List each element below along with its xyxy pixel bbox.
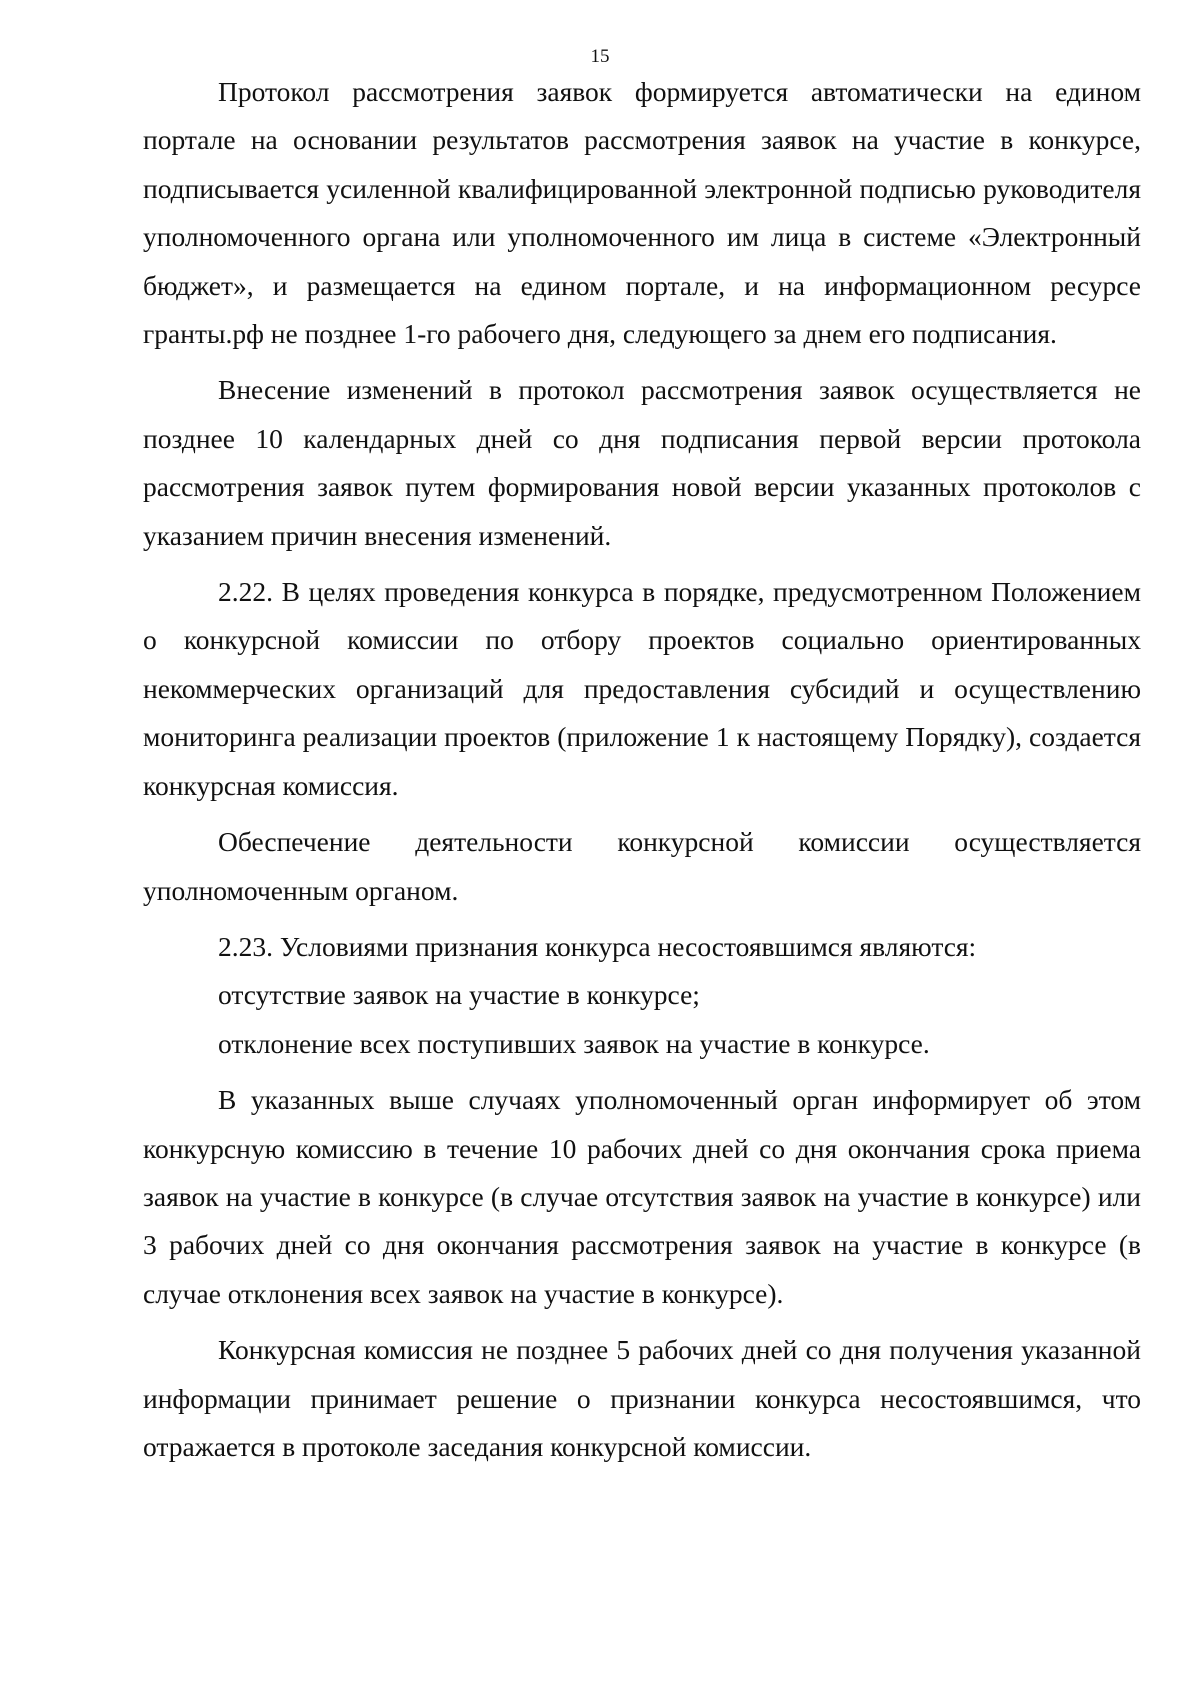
paragraph-notification: В указанных выше случаях уполномоченный орган информирует об этом конкурсную комиссию в течение 10 рабочих дней со дня окончания срока приема заявок на участие в конкурсе (в случае отсутствия заявок на участие в конкурсе) или 3 рабочих дней со дня окончания рассмотрения заявок на участие в конкурсе (в случае отклонения всех заявок на участие в конкурсе). <box>143 1084 1141 1309</box>
page-number: 15 <box>590 46 610 67</box>
document-body <box>143 68 1141 1471</box>
list-item-no-applications: отсутствие заявок на участие в конкурсе; <box>218 979 700 1011</box>
paragraph-commission-decision: Конкурсная комиссия не позднее 5 рабочих дней со дня получения указанной информации принимает решение о признании конкурса несостоявшимся, что отражается в протоколе заседания конкурсной комиссии. <box>143 1334 1141 1462</box>
paragraph-commission-support: Обеспечение деятельности конкурсной комиссии осуществляется уполномоченным органом. <box>143 826 1141 906</box>
list-item-all-rejected: отклонение всех поступивших заявок на участие в конкурсе. <box>218 1027 930 1059</box>
paragraph-2-23-conditions: 2.23. Условиями признания конкурса несостоявшимся являются: <box>218 930 977 962</box>
paragraph-protocol-formation: Протокол рассмотрения заявок формируется автоматически на едином портале на основании результатов рассмотрения заявок на участие в конкурсе, подписывается усиленной квалифицированной электронной подписью руководителя уполномоченного органа или уполномоченного им лица в системе «Электронный бюджет», и размещается на едином портале, и на информационном ресурсе гранты.рф не позднее 1-го рабочего дня, следующего за днем его подписания. <box>143 76 1141 350</box>
paragraph-2-22-commission: 2.22. В целях проведения конкурса в порядке, предусмотренном Положением о конкурсной комиссии по отбору проектов социально ориентированных некоммерческих организаций для предоставления субсидий и осуществлению мониторинга реализации проектов (приложение 1 к настоящему Порядку), создается конкурсная комиссия. <box>143 576 1141 801</box>
paragraph-protocol-changes: Внесение изменений в протокол рассмотрения заявок осуществляется не позднее 10 календарных дней со дня подписания первой версии протокола рассмотрения заявок путем формирования новой версии указанных протоколов с указанием причин внесения изменений. <box>143 374 1141 551</box>
